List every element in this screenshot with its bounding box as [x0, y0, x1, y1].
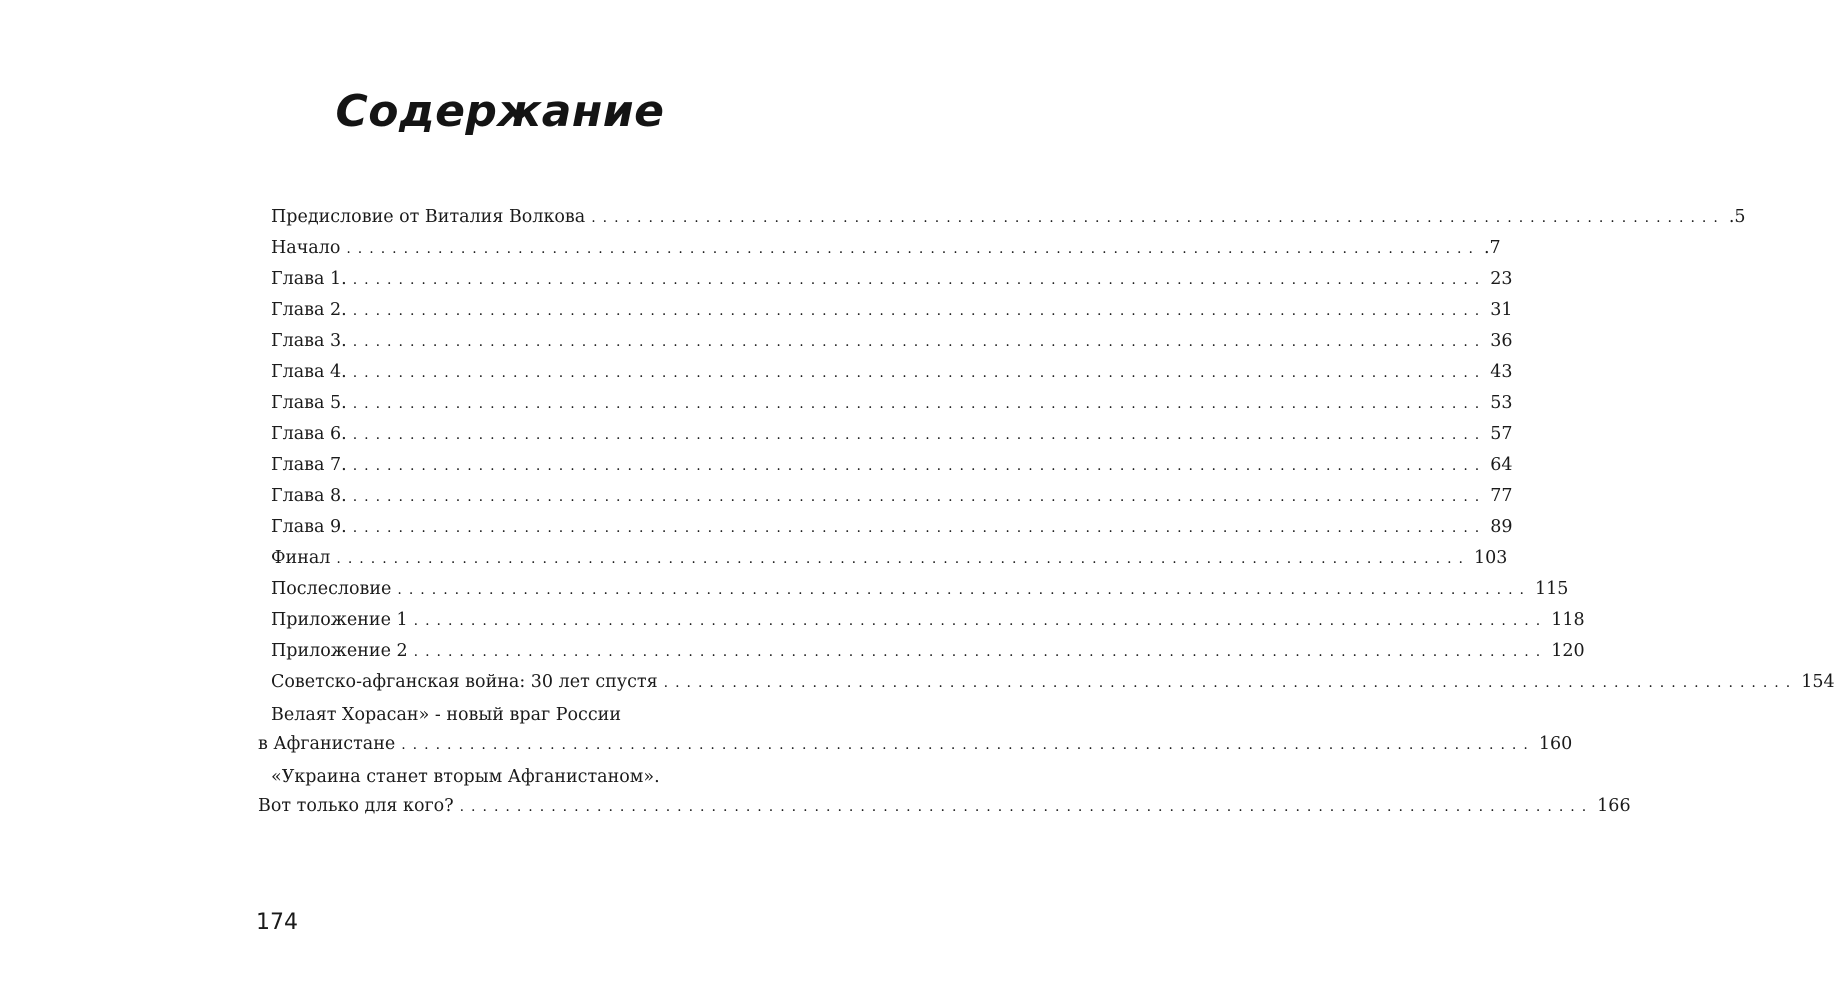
- toc-entry: [258, 326, 1513, 357]
- toc-leader-dots: ...................................................................................................: [352, 365, 1487, 381]
- table-of-contents: [258, 202, 1835, 822]
- toc-leader-dots: ...................................................................................................: [663, 675, 1798, 691]
- toc-leader-dots: ...................................................................................................: [352, 427, 1487, 443]
- toc-entry: [258, 450, 1513, 481]
- toc-entry-page: .7: [1483, 238, 1501, 258]
- toc-entry: [258, 667, 1835, 698]
- toc-entry-page: 31: [1490, 300, 1513, 320]
- page-number: 174: [256, 910, 298, 935]
- toc-entry: [258, 388, 1513, 419]
- toc-entry-page: .5: [1728, 207, 1746, 227]
- toc-entry-label: Глава 2.: [271, 300, 347, 320]
- toc-entry-label-line1: «Украина станет вторым Афганистаном».: [271, 767, 660, 787]
- toc-leader-dots: ...................................................................................................: [352, 489, 1487, 505]
- toc-entry: [258, 481, 1513, 512]
- toc-entry-page: 118: [1551, 610, 1585, 630]
- toc-entry-label: Послесловие: [271, 579, 392, 599]
- toc-leader-dots: ...................................................................................................: [397, 582, 1531, 598]
- toc-leader-dots: ...................................................................................................: [352, 520, 1487, 536]
- toc-entry: [258, 357, 1513, 388]
- toc-leader-dots: ...................................................................................................: [459, 799, 1594, 815]
- toc-entry: [258, 419, 1513, 450]
- toc-leader-dots: ...................................................................................................: [413, 644, 1548, 660]
- toc-entry-line2: [258, 729, 1573, 760]
- toc-entry-page: 166: [1597, 796, 1631, 816]
- toc-entry: [258, 605, 1585, 636]
- toc-entry-page: 36: [1490, 331, 1513, 351]
- toc-entry-page: 89: [1490, 517, 1513, 537]
- toc-entry-label-line2: в Афганистане: [258, 734, 396, 754]
- toc-entry-line2: [258, 791, 1631, 822]
- toc-entry-page: 57: [1490, 424, 1513, 444]
- toc-entry-page: 53: [1490, 393, 1513, 413]
- toc-entry: [258, 636, 1585, 667]
- toc-entry-page: 64: [1490, 455, 1513, 475]
- toc-leader-dots: ...................................................................................................: [401, 737, 1535, 753]
- toc-leader-dots: ...................................................................................................: [352, 458, 1487, 474]
- toc-entry-label: Глава 7.: [271, 455, 347, 475]
- toc-entry-label-line1: Велаят Хорасан» - новый враг России: [271, 705, 621, 725]
- toc-entry-page: 103: [1473, 548, 1508, 568]
- toc-entry-page: 23: [1490, 269, 1513, 289]
- toc-leader-dots: ...................................................................................................: [352, 303, 1487, 319]
- toc-entry-label: Глава 8.: [271, 486, 347, 506]
- toc-entry: [258, 574, 1569, 605]
- toc-entry-label: Глава 6.: [271, 424, 347, 444]
- toc-entry-label: Глава 9.: [271, 517, 347, 537]
- page-title: Содержание: [335, 86, 665, 137]
- toc-entry-label: Начало: [271, 238, 341, 258]
- toc-entry-label: Глава 4.: [271, 362, 347, 382]
- toc-entry: [258, 512, 1513, 543]
- toc-leader-dots: ...................................................................................................: [346, 241, 1480, 257]
- toc-entry-multiline: [258, 700, 1573, 760]
- toc-leader-dots: ...................................................................................................: [413, 613, 1548, 629]
- toc-entry-label: Приложение 2: [271, 641, 408, 661]
- toc-entry-multiline: [258, 762, 1631, 822]
- toc-leader-dots: ...................................................................................................: [352, 334, 1487, 350]
- toc-entry: [258, 543, 1508, 574]
- toc-entry: [258, 264, 1513, 295]
- toc-entry: [258, 202, 1746, 233]
- toc-entry-page: 77: [1490, 486, 1513, 506]
- toc-entry-page: 154: [1801, 672, 1835, 692]
- toc-entry-page: 115: [1534, 579, 1569, 599]
- toc-entry-label: Приложение 1: [271, 610, 408, 630]
- toc-entry: [258, 233, 1501, 264]
- toc-entry-label: Финал: [271, 548, 331, 568]
- toc-entry-label: Советско-афганская война: 30 лет спустя: [271, 672, 658, 692]
- toc-leader-dots: ...................................................................................................: [591, 210, 1725, 226]
- toc-entry-page: 120: [1551, 641, 1585, 661]
- toc-entry-label-line2: Вот только для кого?: [258, 796, 454, 816]
- toc-entry: [258, 295, 1513, 326]
- toc-entry-label: Глава 3.: [271, 331, 347, 351]
- toc-leader-dots: ...................................................................................................: [352, 396, 1487, 412]
- toc-entry-label: Глава 1.: [271, 269, 347, 289]
- toc-entry-page: 43: [1490, 362, 1513, 382]
- toc-entry-label: Глава 5.: [271, 393, 347, 413]
- toc-leader-dots: ...................................................................................................: [352, 272, 1487, 288]
- toc-entry-label: Предисловие от Виталия Волкова: [271, 207, 586, 227]
- toc-leader-dots: ...................................................................................................: [336, 551, 1470, 567]
- toc-entry-page: 160: [1538, 734, 1573, 754]
